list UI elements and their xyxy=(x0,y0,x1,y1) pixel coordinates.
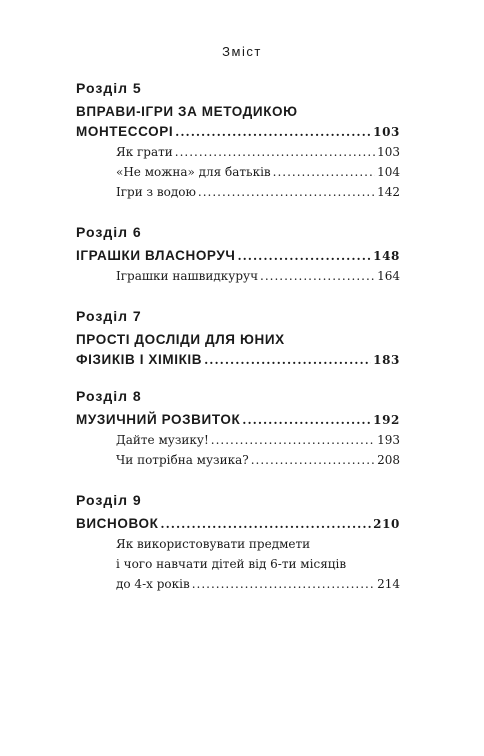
chapter-title-row xyxy=(76,246,400,266)
toc-entry xyxy=(76,182,400,202)
dot-leader xyxy=(251,450,375,470)
chapter-title-row xyxy=(76,514,400,534)
chapter-title xyxy=(76,330,400,370)
toc-entry xyxy=(76,534,400,594)
running-head: Зміст xyxy=(222,44,262,59)
page-number: 148 xyxy=(373,249,400,263)
toc-entry xyxy=(76,266,400,286)
page-number: 164 xyxy=(377,269,400,283)
entry-title: Як грати xyxy=(116,145,173,159)
dot-leader xyxy=(192,574,375,594)
page-number: 208 xyxy=(377,453,400,467)
page-number: 142 xyxy=(377,185,400,199)
chapter-label: Розділ 8 xyxy=(76,388,142,404)
chapter-title: ІГРАШКИ ВЛАСНОРУЧ xyxy=(76,248,236,263)
entry-title: Ігри з водою xyxy=(116,185,196,199)
dot-leader xyxy=(204,350,371,370)
dot-leader xyxy=(175,142,375,162)
chapter-title-row xyxy=(76,350,400,370)
chapter-title-line: ВПРАВИ-ІГРИ ЗА МЕТОДИКОЮ xyxy=(76,104,298,119)
chapter-label: Розділ 5 xyxy=(76,80,142,96)
section-7 xyxy=(76,308,400,370)
dot-leader xyxy=(242,410,371,430)
chapter-title: МУЗИЧНИЙ РОЗВИТОК xyxy=(76,412,241,427)
chapter-title-line: ФІЗИКІВ І ХІМІКІВ xyxy=(76,352,203,367)
section-9 xyxy=(76,492,400,594)
dot-leader xyxy=(273,162,375,182)
chapter-title-row xyxy=(76,410,400,430)
page-number: 183 xyxy=(373,353,400,367)
page-number: 103 xyxy=(373,125,400,139)
entry-title-line: до 4-х років xyxy=(116,577,190,591)
chapter-title-line: МОНТЕССОРІ xyxy=(76,124,174,139)
chapter-title-line: ПРОСТІ ДОСЛІДИ ДЛЯ ЮНИХ xyxy=(76,332,285,347)
chapter-title xyxy=(76,102,400,142)
dot-leader xyxy=(198,182,375,202)
chapter-label: Розділ 7 xyxy=(76,308,142,324)
toc-entry xyxy=(76,162,400,182)
dot-leader xyxy=(160,514,371,534)
entry-title: Іграшки нашвидкуруч xyxy=(116,269,259,283)
chapter-label: Розділ 6 xyxy=(76,224,142,240)
toc-entry xyxy=(76,450,400,470)
chapter-label: Розділ 9 xyxy=(76,492,142,508)
section-5 xyxy=(76,80,400,202)
toc-entry xyxy=(76,430,400,450)
dot-leader xyxy=(211,430,375,450)
dot-leader xyxy=(175,122,371,142)
entry-title: «Не можна» для батьків xyxy=(116,165,271,179)
page-number: 210 xyxy=(373,517,400,531)
entry-title: Дайте музику! xyxy=(116,433,209,447)
page-number: 104 xyxy=(377,165,400,179)
page-number: 193 xyxy=(377,433,400,447)
chapter-title-row xyxy=(76,122,400,142)
entry-title-line: і чого навчати дітей від 6-ти місяців xyxy=(116,557,347,571)
toc-entry xyxy=(76,142,400,162)
dot-leader xyxy=(237,246,371,266)
page-number: 192 xyxy=(373,413,400,427)
page-number: 214 xyxy=(377,577,400,591)
entry-last-row xyxy=(116,574,400,594)
entry-title-line: Як використовувати предмети xyxy=(116,537,311,551)
section-6 xyxy=(76,224,400,286)
chapter-title: ВИСНОВОК xyxy=(76,516,159,531)
page-number: 103 xyxy=(377,145,400,159)
dot-leader xyxy=(260,266,375,286)
section-8 xyxy=(76,388,400,470)
entry-title: Чи потрібна музика? xyxy=(116,453,249,467)
